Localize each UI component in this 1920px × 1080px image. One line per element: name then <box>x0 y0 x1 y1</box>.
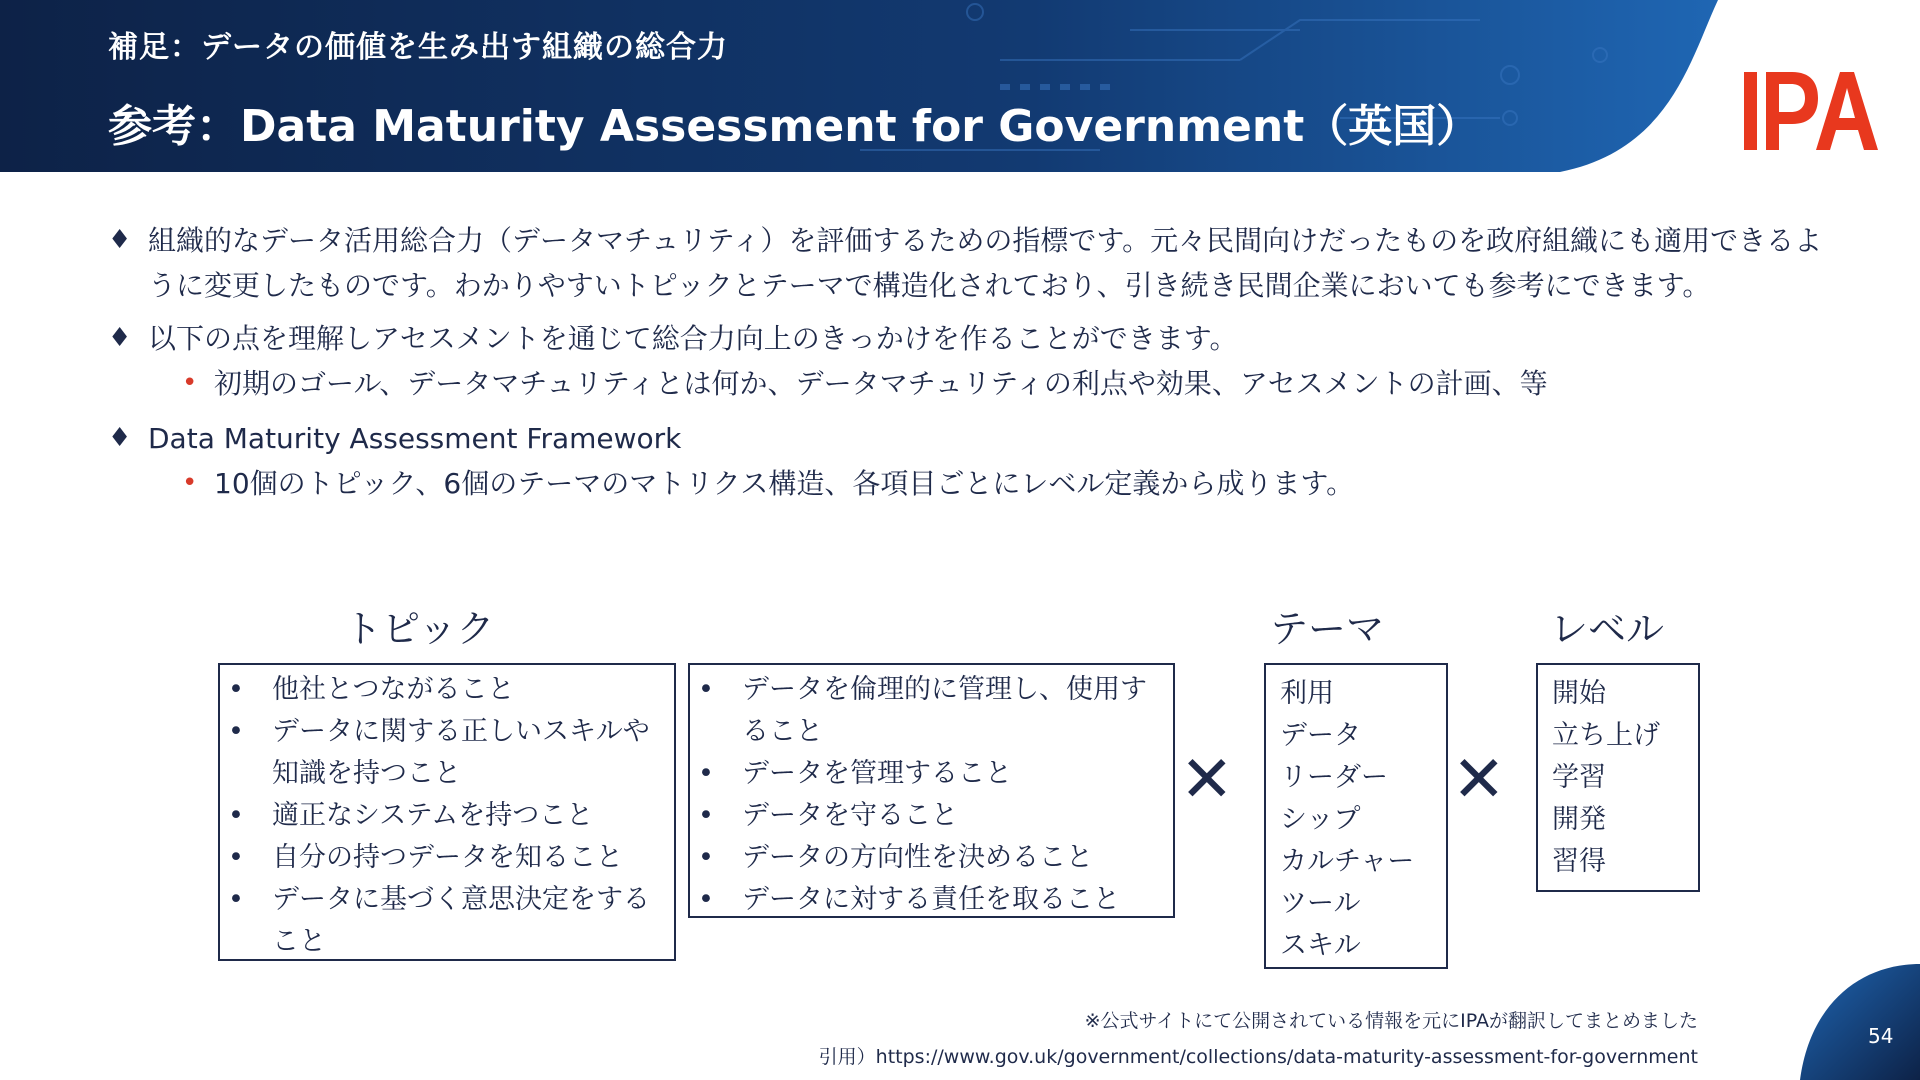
list-item <box>690 879 1165 921</box>
header-subtitle: 補足：データの価値を生み出す組織の総合力 <box>108 30 728 65</box>
bullet-dot-icon: • <box>698 842 714 873</box>
list-item-text: リーダー <box>1280 762 1388 793</box>
list-item <box>1266 757 1446 799</box>
theme-heading: テーマ <box>1270 607 1385 651</box>
bullet-dot-icon: • <box>698 674 714 705</box>
header-banner <box>0 0 1920 172</box>
level-box <box>1536 663 1700 892</box>
bullet-dot-icon: • <box>698 884 714 915</box>
list-item-text: データの方向性を決めること <box>742 842 1093 873</box>
list-item <box>1538 673 1698 715</box>
bullet-dot-icon: • <box>228 716 244 747</box>
list-item-text: ツール <box>1280 888 1361 919</box>
red-dot-icon: • <box>182 468 198 498</box>
list-item <box>1266 715 1446 757</box>
list-item <box>1266 841 1446 883</box>
bullet-dot-icon: • <box>228 842 244 873</box>
bullet-purpose <box>108 218 1828 308</box>
bullet-framework <box>108 416 1828 461</box>
topic-heading: トピック <box>344 607 495 651</box>
list-item-text: データを守ること <box>742 800 958 831</box>
list-item-text: データに対する責任を取ること <box>742 884 1120 915</box>
bullet-dot-icon: • <box>698 758 714 789</box>
list-item-text: 利用 <box>1280 678 1334 709</box>
bullet-dot-icon: • <box>228 674 244 705</box>
list-item <box>220 711 666 795</box>
diamond-bullet-icon: ♦ <box>108 423 132 453</box>
footnote: ※公式サイトにて公開されている情報を元にIPAが翻訳してまとめました <box>1084 1010 1698 1032</box>
page-title: 参考：Data Maturity Assessment for Government（英国） <box>108 101 1481 152</box>
list-item-text: データに基づく意思決定をすること <box>272 884 650 957</box>
sub-bullet-text: 初期のゴール、データマチュリティとは何か、データマチュリティの利点や効果、アセスメントの計画、等 <box>214 367 1548 400</box>
bullet-text: 組織的なデータ活用総合力（データマチュリティ）を評価するための指標です。元々民間向けだったものを政府組織にも適用できるように変更したものです。わかりやすいトピックとテーマで構造化されており、引き続き民間企業においても参考にできます。 <box>148 224 1823 302</box>
times-icon: ✕ <box>1452 743 1506 817</box>
list-item <box>1266 883 1446 925</box>
list-item-text: 習得 <box>1552 846 1606 877</box>
list-item <box>1266 673 1446 715</box>
ipa-logo-mark <box>1744 72 1878 150</box>
topic-box-left <box>218 663 676 961</box>
level-heading: レベル <box>1550 607 1665 651</box>
bullet-dot-icon: • <box>698 800 714 831</box>
citation-prefix: 引用） <box>818 1046 876 1068</box>
diamond-bullet-icon: ♦ <box>108 323 132 353</box>
list-item-text: 自分の持つデータを知ること <box>272 842 623 873</box>
list-item <box>1538 715 1698 757</box>
page-corner-shape <box>1800 964 1920 1080</box>
list-item-text: シップ <box>1280 804 1361 835</box>
list-item <box>220 879 666 963</box>
diamond-bullet-icon: ♦ <box>108 225 132 255</box>
topic-list-right <box>690 669 1165 921</box>
bullet-dot-icon: • <box>228 884 244 915</box>
list-item-text: 開始 <box>1552 678 1606 709</box>
list-item <box>690 753 1165 795</box>
list-item-text: 学習 <box>1552 762 1606 793</box>
citation-link[interactable]: https://www.gov.uk/government/collections/data-maturity-assessment-for-government <box>875 1046 1698 1068</box>
sub-bullet-text: 10個のトピック、6個のテーマのマトリクス構造、各項目ごとにレベル定義から成ります。 <box>214 467 1355 500</box>
bullet-list <box>108 218 1828 506</box>
list-item-text: 適正なシステムを持つこと <box>272 800 594 831</box>
list-item <box>690 795 1165 837</box>
times-icon: ✕ <box>1180 743 1234 817</box>
list-item <box>690 837 1165 879</box>
list-item <box>1538 841 1698 883</box>
list-item <box>220 837 666 879</box>
list-item <box>690 669 1165 753</box>
list-item <box>1266 799 1446 841</box>
red-dot-icon: • <box>182 368 198 398</box>
topic-list-left <box>220 669 666 963</box>
list-item <box>1538 757 1698 799</box>
citation <box>819 1042 1698 1069</box>
ipa-logo <box>1740 60 1880 160</box>
theme-list <box>1266 673 1446 967</box>
level-list <box>1538 673 1698 883</box>
list-item-text: データを倫理的に管理し、使用すること <box>742 674 1147 747</box>
list-item <box>1538 799 1698 841</box>
list-item-text: 立ち上げ <box>1552 720 1660 751</box>
topic-box-right <box>688 663 1175 918</box>
list-item <box>220 795 666 837</box>
list-item-text: 他社とつながること <box>272 674 515 705</box>
bullet-understanding <box>108 316 1828 361</box>
sub-bullet-goals <box>108 361 1828 406</box>
page-number: 54 <box>1868 1024 1894 1048</box>
list-item <box>1266 925 1446 967</box>
list-item <box>220 669 666 711</box>
list-item-text: カルチャー <box>1280 846 1415 877</box>
theme-box <box>1264 663 1448 969</box>
bullet-dot-icon: • <box>228 800 244 831</box>
list-item-text: 開発 <box>1552 804 1606 835</box>
list-item-text: データ <box>1280 720 1361 751</box>
sub-bullet-structure <box>108 461 1828 506</box>
list-item-text: データを管理すること <box>742 758 1012 789</box>
list-item-text: スキル <box>1280 930 1361 961</box>
bullet-text: 以下の点を理解しアセスメントを通じて総合力向上のきっかけを作ることができます。 <box>148 322 1238 355</box>
list-item-text: データに関する正しいスキルや知識を持つこと <box>272 716 650 789</box>
bullet-text: Data Maturity Assessment Framework <box>148 422 682 455</box>
